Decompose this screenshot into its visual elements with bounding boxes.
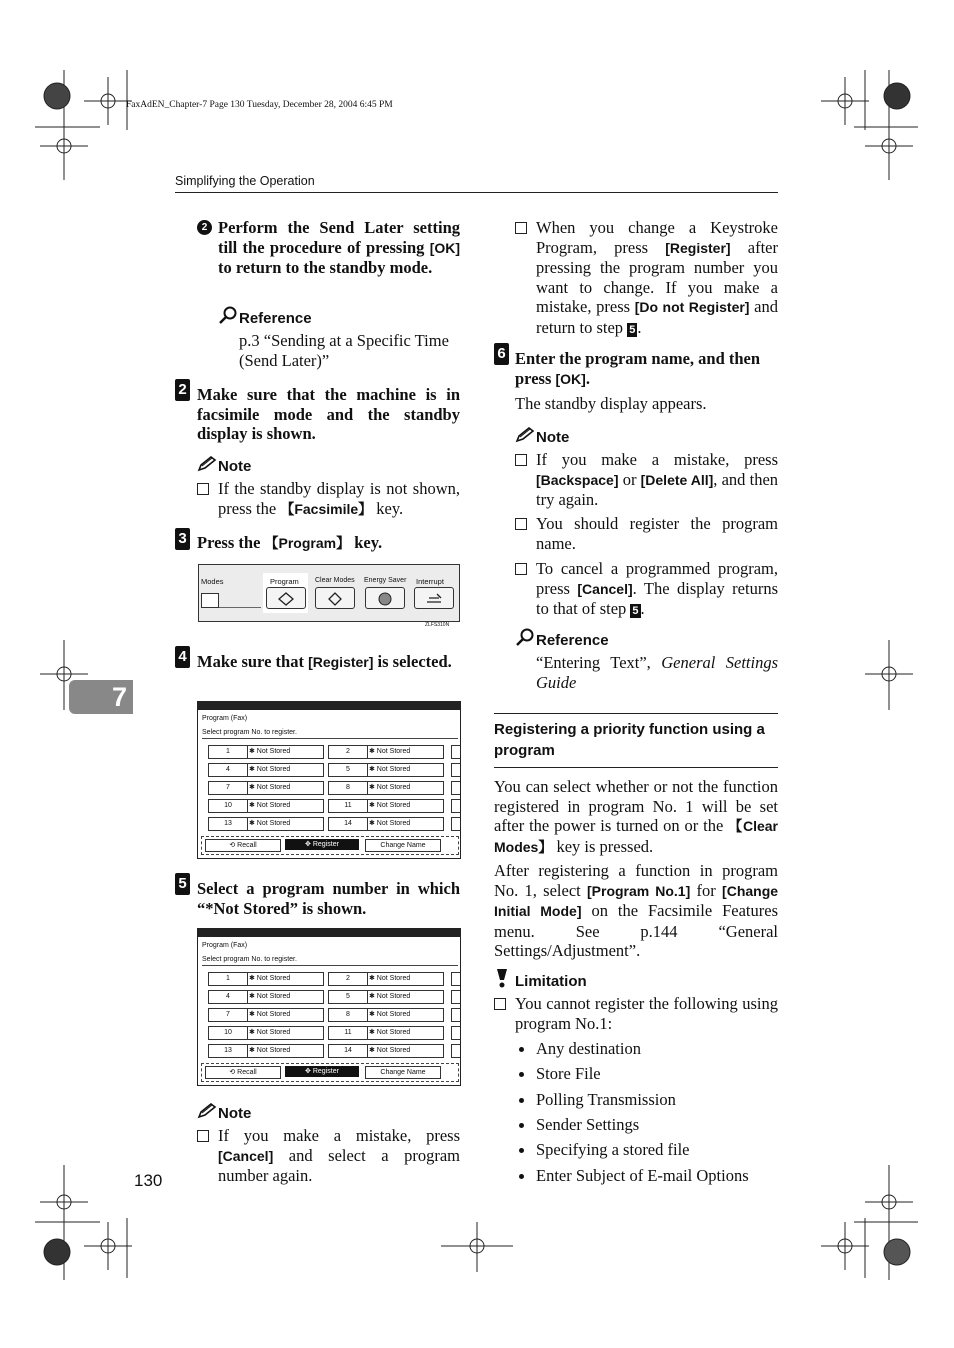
slot-divider xyxy=(247,764,248,776)
slot-divider xyxy=(247,782,248,794)
header-rule xyxy=(175,192,778,193)
note-item: You should register the program name. xyxy=(536,514,778,553)
bullet-dot xyxy=(519,1148,524,1153)
checkbox-bullet xyxy=(515,222,527,234)
slot-number: 5 xyxy=(346,993,350,1000)
screen-divider xyxy=(202,965,458,966)
step-text: Make sure that [Register] is selected. xyxy=(197,652,452,671)
slot-divider xyxy=(367,818,368,830)
sub-step-text: Perform the Send Later setting till the procedure of pressing [OK] to return to the standby mode. xyxy=(218,218,461,278)
step-text: Press the 【Program】 key. xyxy=(197,533,383,552)
reference-title: Reference xyxy=(239,310,312,327)
screen-footer xyxy=(201,1063,459,1082)
screen-title: Program (Fax) xyxy=(202,715,248,722)
key-register: [Register] xyxy=(665,239,731,256)
key-cancel: [Cancel] xyxy=(218,1147,274,1164)
keystroke-note: When you change a Keystroke Program, press [Register] after pressing the program number you want to change. If you make a mistake, press [Do not Register] and return to step 5 . xyxy=(536,218,779,337)
program-slot-partial[interactable] xyxy=(451,990,461,1004)
key-cancel: [Cancel] xyxy=(577,580,633,597)
pencil-icon xyxy=(515,427,535,443)
key-clear-modes: 【Clear Modes】 xyxy=(494,818,778,855)
reference-title: Reference xyxy=(536,632,609,649)
slot-number: 2 xyxy=(346,748,350,755)
list-item: Enter Subject of E-mail Options xyxy=(536,1166,749,1185)
slot-number: 7 xyxy=(226,784,230,791)
key-do-not-register: [Do not Register] xyxy=(634,299,750,316)
program-slot[interactable] xyxy=(208,990,324,1004)
slot-status: ✱ Not Stored xyxy=(369,748,411,755)
bullet-dot xyxy=(519,1047,524,1052)
recall-button[interactable]: ⟲ Recall xyxy=(205,839,281,852)
reference-text: p.3 “Sending at a Specific Time (Send Later)” xyxy=(239,331,449,370)
program-slot-partial[interactable] xyxy=(451,781,461,795)
note-title: Note xyxy=(218,1105,252,1122)
slot-divider xyxy=(247,973,248,985)
slot-number: 7 xyxy=(226,1011,230,1018)
figure-code: ZLFS310N xyxy=(425,622,450,628)
slot-number: 10 xyxy=(224,802,232,809)
section-heading: Registering a priority function using a program xyxy=(494,721,765,759)
slot-divider xyxy=(247,991,248,1003)
program-slot-partial[interactable] xyxy=(451,817,461,831)
checkbox-bullet xyxy=(197,1130,209,1142)
slot-number: 4 xyxy=(226,993,230,1000)
program-slot-partial[interactable] xyxy=(451,1008,461,1022)
key-change-initial-mode: [Change Initial Mode] xyxy=(494,882,779,920)
slot-status: ✱ Not Stored xyxy=(249,784,291,791)
program-slot-partial[interactable] xyxy=(451,972,461,986)
panel-label-clear-modes: Clear Modes xyxy=(315,577,355,584)
sub-step-circle: 2 xyxy=(197,220,212,235)
step-number: 4 xyxy=(175,646,190,668)
slot-status: ✱ Not Stored xyxy=(369,993,411,1000)
step-text: Enter the program name, and then press [OK]. xyxy=(515,349,761,388)
slot-divider xyxy=(247,818,248,830)
slot-status: ✱ Not Stored xyxy=(249,748,291,755)
limitation-title: Limitation xyxy=(515,973,587,990)
key-register: [Register] xyxy=(308,654,374,670)
slot-number: 10 xyxy=(224,1029,232,1036)
key-ok: [OK] xyxy=(429,239,461,256)
slot-status: ✱ Not Stored xyxy=(369,975,411,982)
program-screen xyxy=(197,701,461,859)
screen-divider xyxy=(202,738,458,739)
pencil-icon xyxy=(197,1103,217,1119)
slot-status: ✱ Not Stored xyxy=(369,1029,411,1036)
program-slot-partial[interactable] xyxy=(451,1026,461,1040)
slot-number: 13 xyxy=(224,1047,232,1054)
program-slot-partial[interactable] xyxy=(451,745,461,759)
slot-divider xyxy=(247,800,248,812)
register-button[interactable]: ✥ Register xyxy=(285,839,359,850)
recall-button[interactable]: ⟲ Recall xyxy=(205,1066,281,1079)
control-panel-illustration xyxy=(198,564,460,628)
slot-number: 1 xyxy=(226,748,230,755)
note-title: Note xyxy=(536,429,570,446)
register-button[interactable]: ✥ Register xyxy=(285,1066,359,1077)
program-slot[interactable] xyxy=(208,745,324,759)
slot-status: ✱ Not Stored xyxy=(249,802,291,809)
list-item: Polling Transmission xyxy=(536,1090,676,1109)
program-slot[interactable] xyxy=(328,799,444,813)
step-number: 3 xyxy=(175,528,190,550)
program-arrow-icon xyxy=(277,592,295,606)
slot-status: ✱ Not Stored xyxy=(249,975,291,982)
section-header: Simplifying the Operation xyxy=(175,174,315,188)
change-name-button[interactable]: Change Name xyxy=(365,839,441,852)
program-slot[interactable] xyxy=(208,817,324,831)
slot-number: 8 xyxy=(346,1011,350,1018)
slot-status: ✱ Not Stored xyxy=(249,1029,291,1036)
slot-status: ✱ Not Stored xyxy=(369,802,411,809)
step-number: 2 xyxy=(175,379,190,401)
program-slot[interactable] xyxy=(208,1044,324,1058)
section-rule-top xyxy=(494,713,778,714)
step-text: Select a program number in which “*Not Stored” is shown. xyxy=(197,879,460,918)
program-screen xyxy=(197,928,461,1086)
slot-divider xyxy=(247,1045,248,1057)
screen-footer xyxy=(201,836,459,855)
slot-divider xyxy=(247,1009,248,1021)
slot-divider xyxy=(247,746,248,758)
program-slot[interactable] xyxy=(208,799,324,813)
slot-status: ✱ Not Stored xyxy=(369,1047,411,1054)
list-item: Sender Settings xyxy=(536,1115,640,1134)
slot-number: 1 xyxy=(226,975,230,982)
slot-divider xyxy=(367,1027,368,1039)
pencil-icon xyxy=(197,456,217,472)
program-slot[interactable] xyxy=(328,990,444,1004)
panel-label-interrupt: Interrupt xyxy=(416,577,444,586)
slot-divider xyxy=(367,800,368,812)
section-rule-bottom xyxy=(494,767,778,768)
magnifier-icon xyxy=(515,628,535,646)
screen-subtitle: Select program No. to register. xyxy=(202,956,297,963)
panel-line xyxy=(219,607,261,608)
bullet-dot xyxy=(519,1174,524,1179)
key-backspace: [Backspace] xyxy=(536,471,619,488)
exclamation-icon xyxy=(494,967,510,989)
section-paragraph: You can select whether or not the function registered in program No. 1 will be set after the power is turned on or the 【Clear Modes】 key is pressed. xyxy=(494,777,778,856)
section-paragraph: After registering a function in program No. 1, select [Program No.1] for [Change Initial Mode] on the Facsimile Features menu. See p.144 “General Settings/Adjustment”. xyxy=(494,861,779,961)
slot-number: 2 xyxy=(346,975,350,982)
program-slot[interactable] xyxy=(328,1026,444,1040)
slot-status: ✱ Not Stored xyxy=(249,993,291,1000)
program-slot[interactable] xyxy=(208,781,324,795)
program-slot-partial[interactable] xyxy=(451,799,461,813)
program-slot[interactable] xyxy=(208,1008,324,1022)
slot-number: 11 xyxy=(344,1029,352,1036)
program-slot[interactable] xyxy=(208,972,324,986)
standby-text: The standby display appears. xyxy=(515,394,707,413)
note-item: To cancel a programmed program, press [Cancel]. The display returns to that of step 5 . xyxy=(536,559,778,619)
program-slot[interactable] xyxy=(328,745,444,759)
note-title: Note xyxy=(218,458,252,475)
key-program-no1: [Program No.1] xyxy=(587,882,691,899)
step-number: 6 xyxy=(494,343,509,365)
program-slot-partial[interactable] xyxy=(451,1044,461,1058)
chapter-tab xyxy=(69,680,133,714)
panel-label-energy-saver: Energy Saver xyxy=(364,577,407,584)
slot-divider xyxy=(367,973,368,985)
screen-title: Program (Fax) xyxy=(202,942,248,949)
step-text: Make sure that the machine is in facsimile mode and the standby display is shown. xyxy=(197,385,460,444)
slot-divider xyxy=(367,1009,368,1021)
screen-subtitle: Select program No. to register. xyxy=(202,729,297,736)
step-number: 5 xyxy=(175,873,190,895)
key-delete-all: [Delete All] xyxy=(640,471,714,488)
slot-number: 13 xyxy=(224,820,232,827)
step-ref-badge: 5 xyxy=(629,323,636,336)
slot-divider xyxy=(367,991,368,1003)
list-item: Any destination xyxy=(536,1039,641,1058)
program-slot[interactable] xyxy=(208,1026,324,1040)
slot-status: ✱ Not Stored xyxy=(249,766,291,773)
key-ok: [OK] xyxy=(555,370,586,387)
checkbox-bullet xyxy=(197,483,209,495)
program-slot[interactable] xyxy=(328,1008,444,1022)
note-text: If the standby display is not shown, press the 【Facsimile】 key. xyxy=(218,479,460,518)
slot-number: 11 xyxy=(344,802,352,809)
slot-divider xyxy=(247,1027,248,1039)
bullet-dot xyxy=(519,1123,524,1128)
checkbox-bullet xyxy=(515,454,527,466)
program-slot[interactable] xyxy=(328,1044,444,1058)
slot-status: ✱ Not Stored xyxy=(249,1011,291,1018)
slot-status: ✱ Not Stored xyxy=(369,766,411,773)
note-item: If you make a mistake, press [Backspace] or [Delete All], and then try again. xyxy=(536,450,779,510)
program-slot[interactable] xyxy=(328,781,444,795)
change-name-button[interactable]: Change Name xyxy=(365,1066,441,1079)
bullet-dot xyxy=(519,1098,524,1103)
slot-status: ✱ Not Stored xyxy=(249,1047,291,1054)
clear-modes-icon xyxy=(327,592,343,606)
slot-divider xyxy=(367,782,368,794)
chapter-number: 7 xyxy=(111,682,127,712)
energy-saver-icon xyxy=(377,591,393,607)
screen-top-bar xyxy=(198,702,460,710)
list-item: Store File xyxy=(536,1064,601,1083)
limitation-text: You cannot register the following using program No.1: xyxy=(515,994,778,1033)
modes-button xyxy=(201,593,219,608)
file-info-line: FaxAdEN_Chapter-7 Page 130 Tuesday, December 28, 2004 6:45 PM xyxy=(126,100,393,110)
panel-label-modes: Modes xyxy=(201,577,224,586)
magnifier-icon xyxy=(218,306,238,324)
program-slot-partial[interactable] xyxy=(451,763,461,777)
list-item: Specifying a stored file xyxy=(536,1140,690,1159)
checkbox-bullet xyxy=(494,998,506,1010)
slot-number: 14 xyxy=(344,1047,352,1054)
slot-number: 8 xyxy=(346,784,350,791)
slot-status: ✱ Not Stored xyxy=(369,784,411,791)
bullet-dot xyxy=(519,1072,524,1077)
panel-label-program: Program xyxy=(270,577,299,586)
slot-number: 14 xyxy=(344,820,352,827)
slot-status: ✱ Not Stored xyxy=(369,820,411,827)
interrupt-icon xyxy=(425,592,443,606)
screen-top-bar xyxy=(198,929,460,937)
slot-divider xyxy=(367,1045,368,1057)
slot-divider xyxy=(367,746,368,758)
slot-number: 5 xyxy=(346,766,350,773)
key-program: 【Program】 xyxy=(264,535,351,551)
page-number: 130 xyxy=(134,1171,163,1190)
slot-number: 4 xyxy=(226,766,230,773)
checkbox-bullet xyxy=(515,518,527,530)
reference-text: “Entering Text”, General Settings Guide xyxy=(536,653,778,692)
slot-divider xyxy=(367,764,368,776)
program-slot[interactable] xyxy=(328,817,444,831)
slot-status: ✱ Not Stored xyxy=(369,1011,411,1018)
slot-status: ✱ Not Stored xyxy=(249,820,291,827)
key-facsimile: 【Facsimile】 xyxy=(280,500,373,517)
program-slot[interactable] xyxy=(328,763,444,777)
checkbox-bullet xyxy=(515,563,527,575)
program-slot[interactable] xyxy=(208,763,324,777)
program-slot[interactable] xyxy=(328,972,444,986)
note-text: If you make a mistake, press [Cancel] and select a program number again. xyxy=(218,1126,461,1186)
step-ref-badge: 5 xyxy=(632,605,639,618)
